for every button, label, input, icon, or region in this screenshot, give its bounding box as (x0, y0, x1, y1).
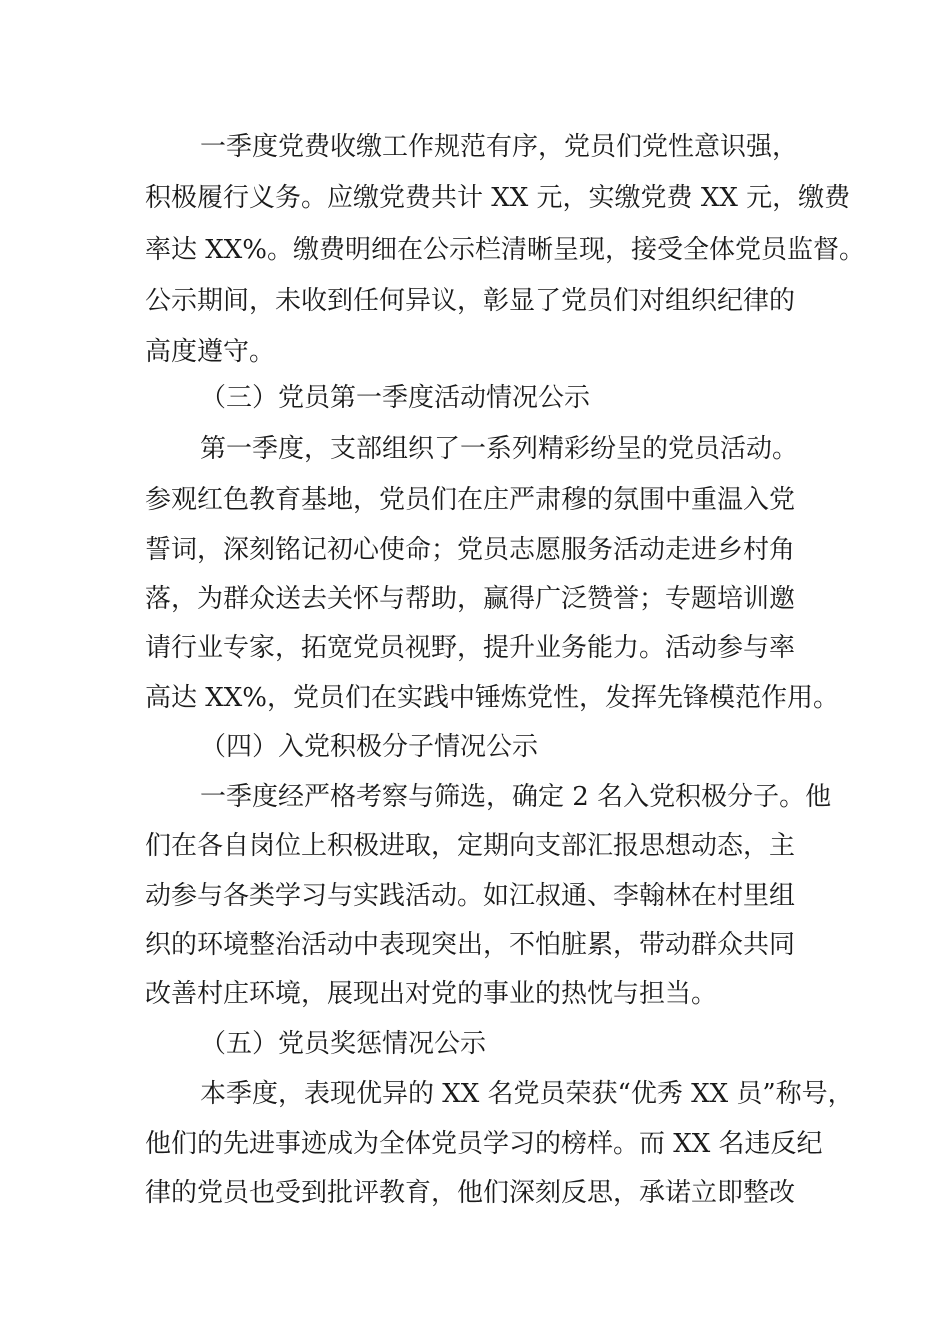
section-heading: （三）党员第一季度活动情况公示 (200, 383, 591, 413)
paragraph-line: 第一季度，支部组织了一系列精彩纷呈的党员活动。 (200, 434, 799, 464)
paragraph-line: 一季度党费收缴工作规范有序，党员们党性意识强， (200, 132, 799, 162)
paragraph-line: 高度遵守。 (145, 337, 276, 367)
section-heading: （五）党员奖惩情况公示 (200, 1029, 487, 1059)
section-heading: （四）入党积极分子情况公示 (200, 732, 539, 762)
paragraph-line: 他们的先进事迹成为全体党员学习的榜样。而 XX 名违反纪 (145, 1129, 823, 1159)
paragraph-line: 率达 XX%。缴费明细在公示栏清晰呈现，接受全体党员监督。 (145, 235, 865, 265)
paragraph-line: 们在各自岗位上积极进取，定期向支部汇报思想动态，主 (145, 831, 796, 861)
paragraph-line: 织的环境整治活动中表现突出，不怕脏累，带动群众共同 (145, 930, 796, 960)
paragraph-line: 参观红色教育基地，党员们在庄严肃穆的氛围中重温入党 (145, 485, 796, 515)
paragraph-line: 落，为群众送去关怀与帮助，赢得广泛赞誉；专题培训邀 (145, 584, 796, 614)
paragraph-line: 高达 XX%，党员们在实践中锤炼党性，发挥先锋模范作用。 (145, 683, 839, 713)
paragraph-line: 誓词，深刻铭记初心使命；党员志愿服务活动走进乡村角 (145, 535, 796, 565)
paragraph-line: 律的党员也受到批评教育，他们深刻反思，承诺立即整改 (145, 1178, 796, 1208)
paragraph-line: 改善村庄环境，展现出对党的事业的热忱与担当。 (145, 979, 718, 1009)
paragraph-line: 请行业专家，拓宽党员视野，提升业务能力。活动参与率 (145, 633, 796, 663)
paragraph-line: 公示期间，未收到任何异议，彰显了党员们对组织纪律的 (145, 286, 796, 316)
paragraph-line: 积极履行义务。应缴党费共计 XX 元，实缴党费 XX 元，缴费 (145, 183, 851, 213)
paragraph-line: 一季度经严格考察与筛选，确定 2 名入党积极分子。他 (200, 782, 832, 812)
paragraph-line: 动参与各类学习与实践活动。如江叔通、李翰林在村里组 (145, 881, 796, 911)
paragraph-line: 本季度，表现优异的 XX 名党员荣获“优秀 XX 员”称号， (200, 1079, 854, 1109)
